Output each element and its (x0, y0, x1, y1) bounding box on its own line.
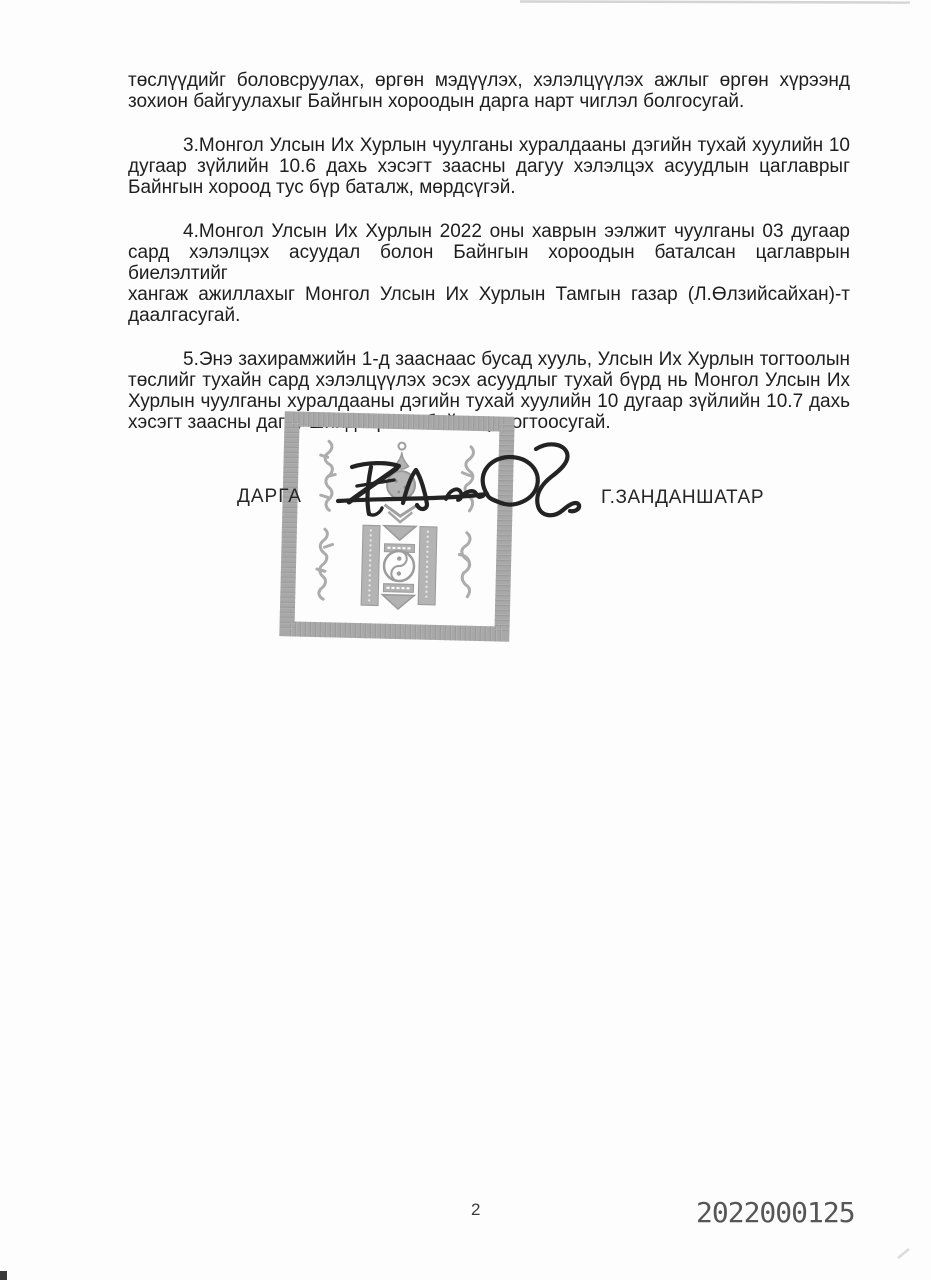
official-stamp (278, 410, 515, 643)
text-line: Хурлын чуулганы хуралдааны дэгийн тухай хуулийн 10 дугаар зүйлийн 10.7 дахь (128, 391, 850, 412)
text-line: Байнгын хороод тус бүр баталж, мөрдсүгэй. (128, 177, 516, 198)
soyombo-emblem (361, 442, 439, 610)
mongol-script-left (316, 441, 336, 599)
paragraph (128, 135, 850, 198)
text-line: сард хэлэлцэх асуудал болон Байнгын хороодын баталсан цаглаврын биелэлтийг (128, 242, 850, 284)
mongol-script-right (458, 447, 479, 597)
text-line: төслийг тухайн сард хэлэлцүүлэх эсэх асуудлыг тухай бүрд нь Монгол Улсын Их (128, 370, 850, 391)
paragraph (128, 221, 850, 326)
text-line: хангаж ажиллахыг Монгол Улсын Их Хурлын Тамгын газар (Л.Өлзийсайхан)-т (128, 284, 850, 305)
body-text (128, 70, 850, 456)
text-line: 4.Монгол Улсын Их Хурлын 2022 оны хаврын ээлжит чуулганы 03 дугаар (183, 221, 850, 242)
text-line: даалгасугай. (128, 305, 241, 326)
text-line: төслүүдийг боловсруулах, өргөн мэдүүлэх, хэлэлцүүлэх ажлыг өргөн хүрээнд (128, 70, 850, 91)
document-number-stamp: 2022000125 (696, 1196, 855, 1229)
text-line: 3.Монгол Улсын Их Хурлын чуулганы хуралдааны дэгийн тухай хуулийн 10 (183, 135, 850, 156)
signer-name: Г.ЗАНДАНШАТАР (601, 487, 765, 508)
signer-title: ДАРГА (237, 486, 302, 507)
text-line: 5.Энэ захирамжийн 1-д зааснаас бусад хууль, Улсын Их Хурлын тогтоолын (183, 349, 850, 370)
text-line: зохион байгуулахыг Байнгын хороодын дарга нарт чиглэл болгосугай. (128, 91, 745, 112)
text-line: хэсэгт заасны дагуу шийдвэрлэж байхаар тогтоосугай. (128, 412, 611, 433)
soyombo-state-seal-stamp-icon (278, 410, 515, 643)
paragraph (128, 70, 850, 112)
text-line: дугаар зүйлийн 10.6 дахь хэсэгт заасны дагуу хэлэлцэх асуудлын цаглаврыг (128, 156, 850, 177)
page-number: 2 (471, 1200, 481, 1219)
